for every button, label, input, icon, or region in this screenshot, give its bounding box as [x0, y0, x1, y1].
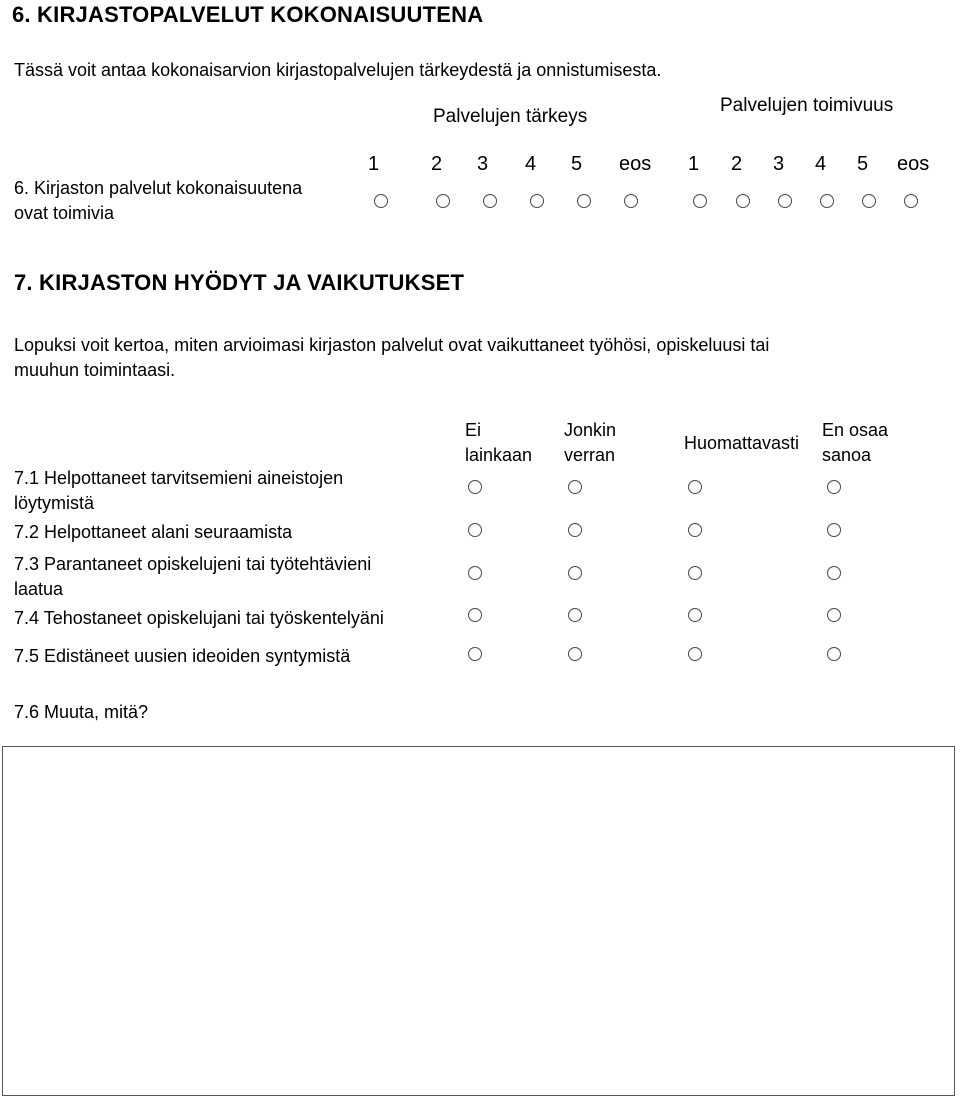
question-7-3-line1: 7.3 Parantaneet opiskelujeni tai työtehtävieni: [14, 554, 372, 574]
radio-q7-2-ei-lainkaan[interactable]: [468, 523, 482, 537]
radio-q6-importance-3[interactable]: [483, 194, 497, 208]
other-textarea[interactable]: [2, 746, 955, 1096]
radio-q6-function-5[interactable]: [862, 194, 876, 208]
radio-q6-function-eos[interactable]: [904, 194, 918, 208]
question-7-3-line2: laatua: [14, 579, 64, 599]
radio-q7-3-huomattavasti[interactable]: [688, 566, 702, 580]
column-header-jonkin-line1: Jonkin: [564, 420, 617, 440]
radio-q7-5-ei-lainkaan[interactable]: [468, 647, 482, 661]
section-6-heading: 6. KIRJASTOPALVELUT KOKONAISUUTENA: [12, 2, 484, 27]
section-7-intro-line2: muuhun toimintaasi.: [14, 360, 176, 380]
radio-q7-1-jonkin-verran[interactable]: [568, 480, 582, 494]
radio-q7-1-en-osaa-sanoa[interactable]: [827, 480, 841, 494]
radio-q7-5-en-osaa-sanoa[interactable]: [827, 647, 841, 661]
group-label-importance: Palvelujen tärkeys: [433, 106, 588, 127]
scale-header-function-4: 4: [815, 153, 827, 175]
radio-q7-4-jonkin-verran[interactable]: [568, 608, 582, 622]
question-7-4: 7.4 Tehostaneet opiskelujani tai työskentelyäni: [14, 608, 384, 628]
radio-q6-function-1[interactable]: [693, 194, 707, 208]
scale-header-importance-4: 4: [525, 153, 537, 175]
radio-q7-5-huomattavasti[interactable]: [688, 647, 702, 661]
radio-q7-2-huomattavasti[interactable]: [688, 523, 702, 537]
section-6-intro: Tässä voit antaa kokonaisarvion kirjastopalvelujen tärkeydestä ja onnistumisesta.: [14, 60, 662, 80]
radio-q7-3-jonkin-verran[interactable]: [568, 566, 582, 580]
group-label-function: Palvelujen toimivuus: [720, 95, 894, 116]
scale-header-function-3: 3: [773, 153, 785, 175]
radio-q6-importance-5[interactable]: [577, 194, 591, 208]
scale-header-importance-5: 5: [571, 153, 583, 175]
radio-q7-4-ei-lainkaan[interactable]: [468, 608, 482, 622]
scale-header-function-1: 1: [688, 153, 700, 175]
question-6-label-line2: ovat toimivia: [14, 203, 115, 223]
radio-q6-importance-1[interactable]: [374, 194, 388, 208]
radio-q7-2-en-osaa-sanoa[interactable]: [827, 523, 841, 537]
column-header-jonkin-line2: verran: [564, 445, 616, 465]
question-7-5: 7.5 Edistäneet uusien ideoiden syntymistä: [14, 646, 351, 666]
radio-q7-1-ei-lainkaan[interactable]: [468, 480, 482, 494]
scale-header-importance-2: 2: [431, 153, 443, 175]
scale-header-importance-eos: eos: [619, 153, 652, 175]
question-6-label-line1: 6. Kirjaston palvelut kokonaisuutena: [14, 178, 303, 198]
radio-q7-2-jonkin-verran[interactable]: [568, 523, 582, 537]
scale-header-importance-3: 3: [477, 153, 489, 175]
radio-q7-3-en-osaa-sanoa[interactable]: [827, 566, 841, 580]
question-7-1-line2: löytymistä: [14, 493, 95, 513]
column-header-en-osaa-line2: sanoa: [822, 445, 872, 465]
radio-q6-function-4[interactable]: [820, 194, 834, 208]
radio-q6-function-3[interactable]: [778, 194, 792, 208]
radio-q6-function-2[interactable]: [736, 194, 750, 208]
column-header-huomattavasti: Huomattavasti: [684, 433, 800, 453]
scale-header-function-2: 2: [731, 153, 743, 175]
column-header-ei-line1: Ei: [465, 420, 482, 440]
scale-header-importance-1: 1: [368, 153, 380, 175]
scale-header-function-eos: eos: [897, 153, 930, 175]
question-7-6-label: 7.6 Muuta, mitä?: [14, 702, 149, 722]
section-7-intro-line1: Lopuksi voit kertoa, miten arvioimasi kirjaston palvelut ovat vaikuttaneet työhösi, opiskeluusi tai: [14, 335, 770, 355]
radio-q6-importance-2[interactable]: [436, 194, 450, 208]
radio-q6-importance-eos[interactable]: [624, 194, 638, 208]
scale-header-function-5: 5: [857, 153, 869, 175]
radio-q7-3-ei-lainkaan[interactable]: [468, 566, 482, 580]
radio-q7-4-en-osaa-sanoa[interactable]: [827, 608, 841, 622]
question-7-1-line1: 7.1 Helpottaneet tarvitsemieni aineistojen: [14, 468, 344, 488]
radio-q6-importance-4[interactable]: [530, 194, 544, 208]
question-7-2: 7.2 Helpottaneet alani seuraamista: [14, 522, 293, 542]
column-header-en-osaa-line1: En osaa: [822, 420, 889, 440]
radio-q7-1-huomattavasti[interactable]: [688, 480, 702, 494]
radio-q7-5-jonkin-verran[interactable]: [568, 647, 582, 661]
section-7-heading: 7. KIRJASTON HYÖDYT JA VAIKUTUKSET: [14, 270, 465, 295]
column-header-ei-line2: lainkaan: [465, 445, 533, 465]
radio-q7-4-huomattavasti[interactable]: [688, 608, 702, 622]
